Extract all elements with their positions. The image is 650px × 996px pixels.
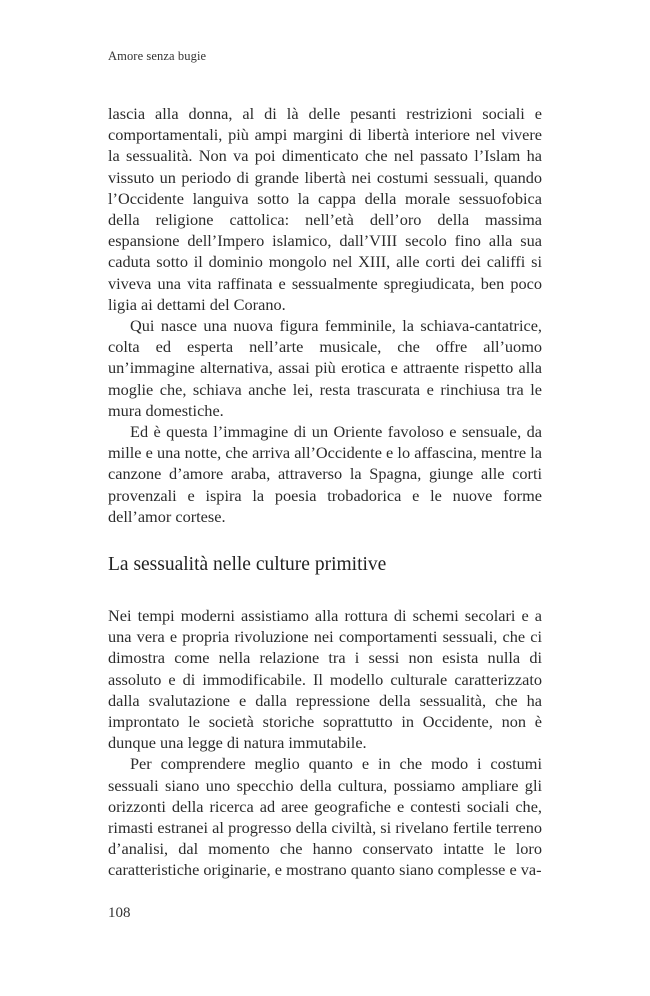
paragraph: lascia alla donna, al di là delle pesanti restrizioni sociali e comportamentali, più ampi margini di libertà interiore nel vivere la sessualità. Non va poi dimenticato che nel passato l’Islam ha vissuto un periodo di grande libertà nei costumi sessuali, quando l’Occidente languiva sotto la cappa della morale sessuofobica della religione cattolica: nell’età dell’oro della massima espansione dell’Impero islamico, dall’VIII secolo fino alla sua caduta sotto il dominio mongolo nel XIII, alle corti dei califfi si viveva una vita raffinata e sessualmente spregiudicata, ben poco ligia ai dettami del Corano. bbox=[108, 104, 542, 314]
section-body-primitive-cultures bbox=[108, 605, 542, 881]
page-number: 108 bbox=[108, 905, 131, 921]
paragraph: Nei tempi moderni assistiamo alla rottura di schemi secolari e a una vera e propria rivoluzione nei comportamenti sessuali, che ci dimostra come nella relazione tra i sessi non esista nulla di assoluto e di immodificabile. Il modello culturale caratterizzato dalla svalutazione e dalla repressione della sessualità, che ha improntato le società storiche soprattutto in Occidente, non è dunque una legge di natura immutabile. bbox=[108, 606, 542, 753]
running-head: Amore senza bugie bbox=[108, 49, 207, 63]
paragraph: Ed è questa l’immagine di un Oriente favoloso e sensuale, da mille e una notte, che arriva all’Occidente e lo affascina, mentre la canzone d’amore araba, attraverso la Spagna, giunge alle corti provenzali e ispira la poesia trobadorica e le nuove forme dell’amor cortese. bbox=[108, 422, 542, 526]
section-body-islam bbox=[108, 103, 542, 527]
paragraph: Qui nasce una nuova figura femminile, la schiava-cantatrice, colta ed esperta nell’arte musicale, che offre all’uomo un’immagine alternativa, assai più erotica e attraente rispetto alla moglie che, schiava anche lei, resta trascurata e rinchiusa tra le mura domestiche. bbox=[108, 316, 542, 420]
paragraph: Per comprendere meglio quanto e in che modo i costumi sessuali siano uno specchio della cultura, possiamo ampliare gli orizzonti della ricerca ad aree geografiche e contesti sociali che, rimasti estranei al progresso della civiltà, si rivelano fertile terreno d’analisi, dal momento che hanno conservato intatte le loro caratteristiche originarie, e mostrano quanto siano complesse e va- bbox=[108, 754, 542, 880]
section-heading: La sessualità nelle culture primitive bbox=[108, 554, 387, 575]
